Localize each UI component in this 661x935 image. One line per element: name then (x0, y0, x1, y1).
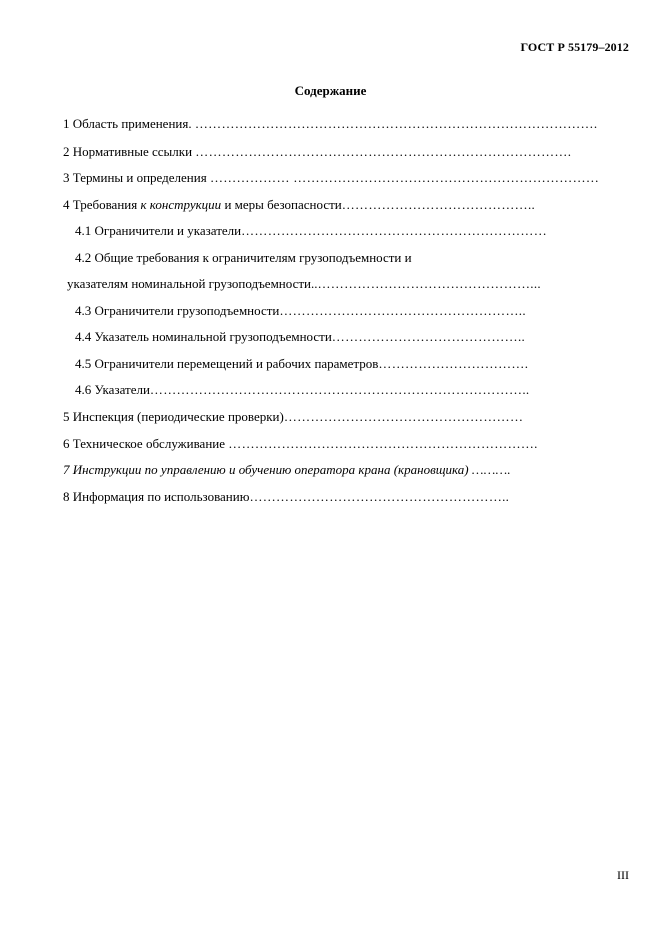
toc-leader: …………………………………….. (341, 197, 536, 212)
toc-entry-4-2[interactable] (75, 249, 412, 267)
toc-entry-4-4[interactable] (75, 328, 525, 346)
toc-entry-4-6[interactable] (75, 381, 529, 399)
toc-label: 7 Инструкции по управлению и обучению оператора крана (крановщика) (63, 462, 472, 477)
toc-label: 3 Термины и определения (63, 170, 210, 185)
page-title: Содержание (294, 83, 367, 98)
toc-entry-2[interactable] (63, 143, 571, 161)
toc-leader: ………………………………………………………………………….. (149, 382, 530, 397)
toc-label: 4.2 Общие требования к ограничителям грузоподъемности и (75, 250, 412, 265)
toc-leader: …………………………………….. (331, 329, 526, 344)
toc-entry-4-5[interactable] (75, 355, 528, 373)
toc-label-italic: к конструкции (140, 197, 222, 212)
toc-entry-5[interactable] (63, 408, 523, 426)
toc-label: и меры безопасности (221, 197, 342, 212)
toc-entry-1[interactable] (63, 115, 597, 133)
toc-leader: …………………………………………………………………………. (195, 144, 572, 159)
toc-leader: ……………………………. (378, 356, 529, 371)
toc-leader: ……………………………………………… (283, 409, 524, 424)
toc-entry-4-1[interactable] (75, 222, 547, 240)
toc-entry-4-3[interactable] (75, 302, 526, 320)
toc-label: 5 Инспекция (периодические проверки) (63, 409, 284, 424)
toc-leader: ……………………………………………….. (279, 303, 526, 318)
standard-number: ГОСТ Р 55179–2012 (520, 40, 629, 54)
toc-leader: …………………………………………... (317, 276, 541, 291)
toc-entry-4[interactable] (63, 196, 535, 214)
toc-label: 4.4 Указатель номинальной грузоподъемности (75, 329, 332, 344)
toc-label: 4.1 Ограничители и указатели (75, 223, 242, 238)
toc-label: 4 Требования (63, 197, 141, 212)
toc-leader: ……………………………………………………………. (228, 436, 538, 451)
toc-label: 6 Техническое обслуживание (63, 436, 229, 451)
toc-label: 2 Нормативные ссылки (63, 144, 196, 159)
toc-entry-7[interactable] (63, 461, 511, 479)
toc-label: 1 Область применения. (63, 116, 195, 131)
toc-leader: ……………… …………………………………………………………… (209, 170, 600, 185)
toc-entry-6[interactable] (63, 435, 538, 453)
toc-label: указателям номинальной грузоподъемности.. (67, 276, 318, 291)
toc-leader: ………………………………………………………………………………. (194, 116, 598, 131)
toc-leader: ………………………………………………….. (249, 489, 510, 504)
page-number: III (617, 868, 629, 882)
toc-label: 4.5 Ограничители перемещений и рабочих параметров (75, 356, 379, 371)
toc-label: 4.6 Указатели (75, 382, 150, 397)
toc-entry-3[interactable] (63, 169, 599, 187)
toc-label: 8 Информация по использованию (63, 489, 250, 504)
toc-leader: …………………………………………………………… (241, 223, 548, 238)
toc-label: 4.3 Ограничители грузоподъемности (75, 303, 280, 318)
toc-entry-8[interactable] (63, 488, 509, 506)
toc-entry-4-2-cont[interactable] (67, 275, 541, 293)
toc-leader: ………. (471, 462, 511, 477)
